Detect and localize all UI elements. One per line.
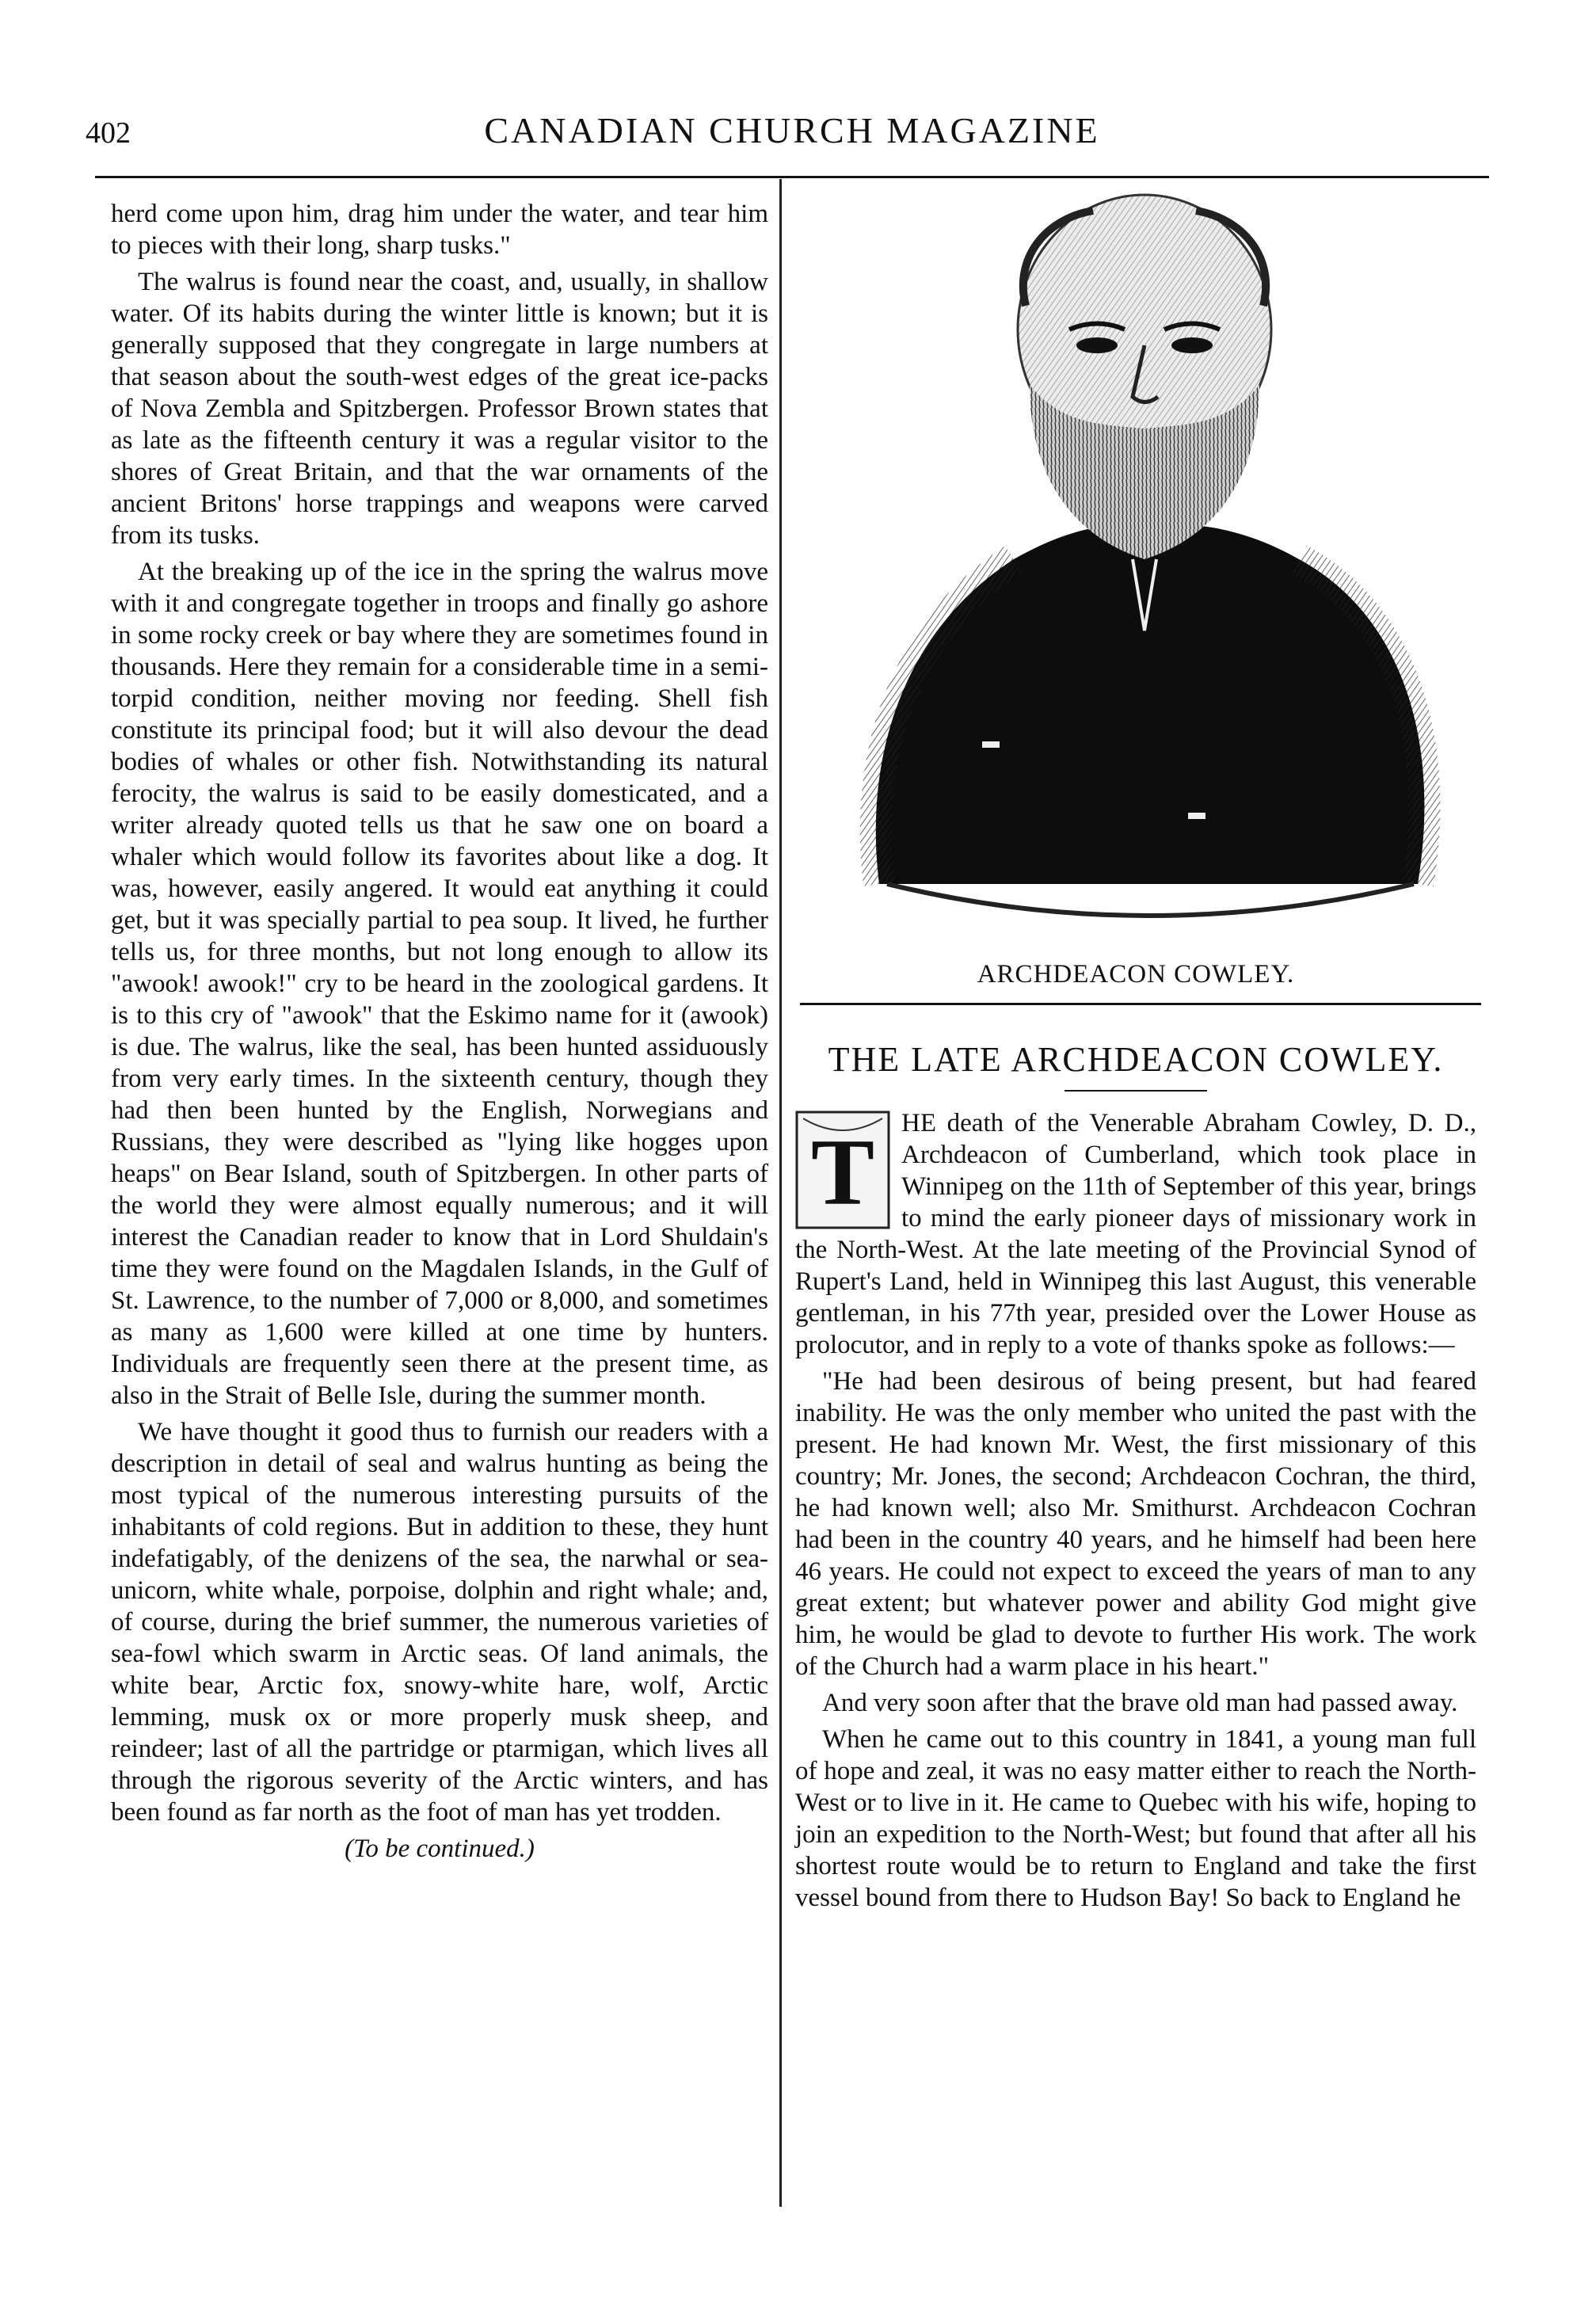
article-lead-paragraph [795, 1107, 1476, 1361]
article-paragraph-3: And very soon after that the brave old man had passed away. [822, 1689, 1458, 1717]
running-head: CANADIAN CHURCH MAGAZINE [484, 110, 1100, 150]
left-paragraph-1: herd come upon him, drag him under the water, and tear him to pieces with their long, sharp tusks." [111, 200, 768, 260]
article-title: THE LATE ARCHDEACON COWLEY. [828, 1040, 1444, 1079]
left-paragraph-4: We have thought it good thus to furnish our readers with a description in detail of seal and walrus hunting as being the most typical of the numerous interesting pursuits of the inhabitants of cold regions. But in addition to these, they hunt indefatigably, of the denizens of the sea, the narwhal or sea-unicorn, white whale, porpoise, dolphin and right whale; and, of course, during the brief summer, the numerous varieties of sea-fowl which swarm in Arctic seas. Of land animals, the white bear, Arctic fox, snowy-white hare, wolf, Arctic lemming, musk ox or more properly musk sheep, and reindeer; last of all the partridge or ptarmigan, which lives all through the rigorous severity of the Arctic winters, and has been found as far north as the foot of man has yet trodden. [111, 1418, 768, 1827]
left-paragraph-3: At the breaking up of the ice in the spring the walrus move with it and congregate together in troops and finally go ashore in some rocky creek or bay where they are sometimes found in thousands. Here they remain for a considerable time in a semi-torpid condition, neither moving nor feeding. Shell fish constitute its principal food; but it will also devour the dead bodies of whales or other fish. Notwithstanding its natural ferocity, the walrus is said to be easily domesticated, and a writer already quoted tells us that he saw one on board a whaler which would follow its favorites about like a dog. It was, however, easily angered. It would eat anything it could get, but it was specially partial to pea soup. It lived, he further tells us, for three months, but not long enough to allow its "awook! awook!" cry to be heard in the zoological gardens. It is to this cry of "awook" that the Eskimo name for it (awook) is due. The walrus, like the seal, has been hunted assiduously from very early times. In the sixteenth century, though they had then been hunted by the English, Norwegians and Russians, they were described as "lying like hogges upon heaps" on Bear Island, south of Spitzbergen. In other parts of the world they were almost equally numerous; and it will interest the Canadian reader to know that in Lord Shuldain's time they were found on the Magdalen Islands, in the Gulf of St. Lawrence, to the number of 7,000 or 8,000, and sometimes as many as 1,600 were killed at one time by hunters. Individuals are frequently seen there at the present time, as also in the Strait of Belle Isle, during the summer month. [111, 558, 768, 1410]
article-paragraph-2: "He had been desirous of being present, but had feared inability. He was the only member who united the past with the present. He had known Mr. West, the first missionary of this country; Mr. Jones, the second; Archdeacon Cochran, the third, he had known well; also Mr. Smithurst. Archdeacon Cochran had been in the country 40 years, and he himself had been here 46 years. He could not expect to exceed the years of man to any great extent; but whatever power and ability God might give him, he would be glad to devote to further His work. The work of the Church had a warm place in his heart." [795, 1367, 1476, 1681]
left-paragraph-2: The walrus is found near the coast, and, usually, in shallow water. Of its habits during the winter little is known; but it is generally supposed that they congregate in large numbers at that season about the south-west edges of the great ice-packs of Nova Zembla and Spitzbergen. Professor Brown states that as late as the fifteenth century it was a regular visitor to the shores of Great Britain, and that the war ornaments of the ancient Britons' horse trappings and weapons were carved from its tusks. [111, 268, 768, 550]
portrait-engraving [832, 187, 1457, 957]
continued-note: (To be continued.) [345, 1834, 535, 1863]
portrait-caption: ARCHDEACON COWLEY. [977, 960, 1295, 989]
header-rule [95, 176, 1489, 178]
column-rule [779, 179, 782, 2207]
drop-cap [795, 1111, 890, 1229]
drop-cap-letter: T [810, 1119, 875, 1225]
title-rule [1065, 1090, 1207, 1092]
caption-rule [800, 1003, 1481, 1005]
right-column [795, 1022, 1476, 1918]
page-number: 402 [86, 116, 131, 150]
article-lead-text: HE death of the Venerable Abraham Cowley, D. D., Archdeacon of Cumberland, which took place in Winnipeg on the 11th of September of this year, brings to mind the early pioneer days of missionary work in the North-West. At the late meeting of the Provincial Synod of Rupert's Land, held in Winnipeg this last August, this venerable gentleman, in his 77th year, presided over the Lower House as prolocutor, and in reply to a vote of thanks spoke as follows:— [795, 1109, 1476, 1359]
left-column [111, 198, 768, 1865]
article-paragraph-4: When he came out to this country in 1841, a young man full of hope and zeal, it was no easy matter either to reach the North-West or to live in it. He came to Quebec with his wife, hoping to join an expedition to the North-West; but found that after all his shortest route would be to return to England and take the first vessel bound from there to Hudson Bay! So back to England he [795, 1725, 1476, 1912]
